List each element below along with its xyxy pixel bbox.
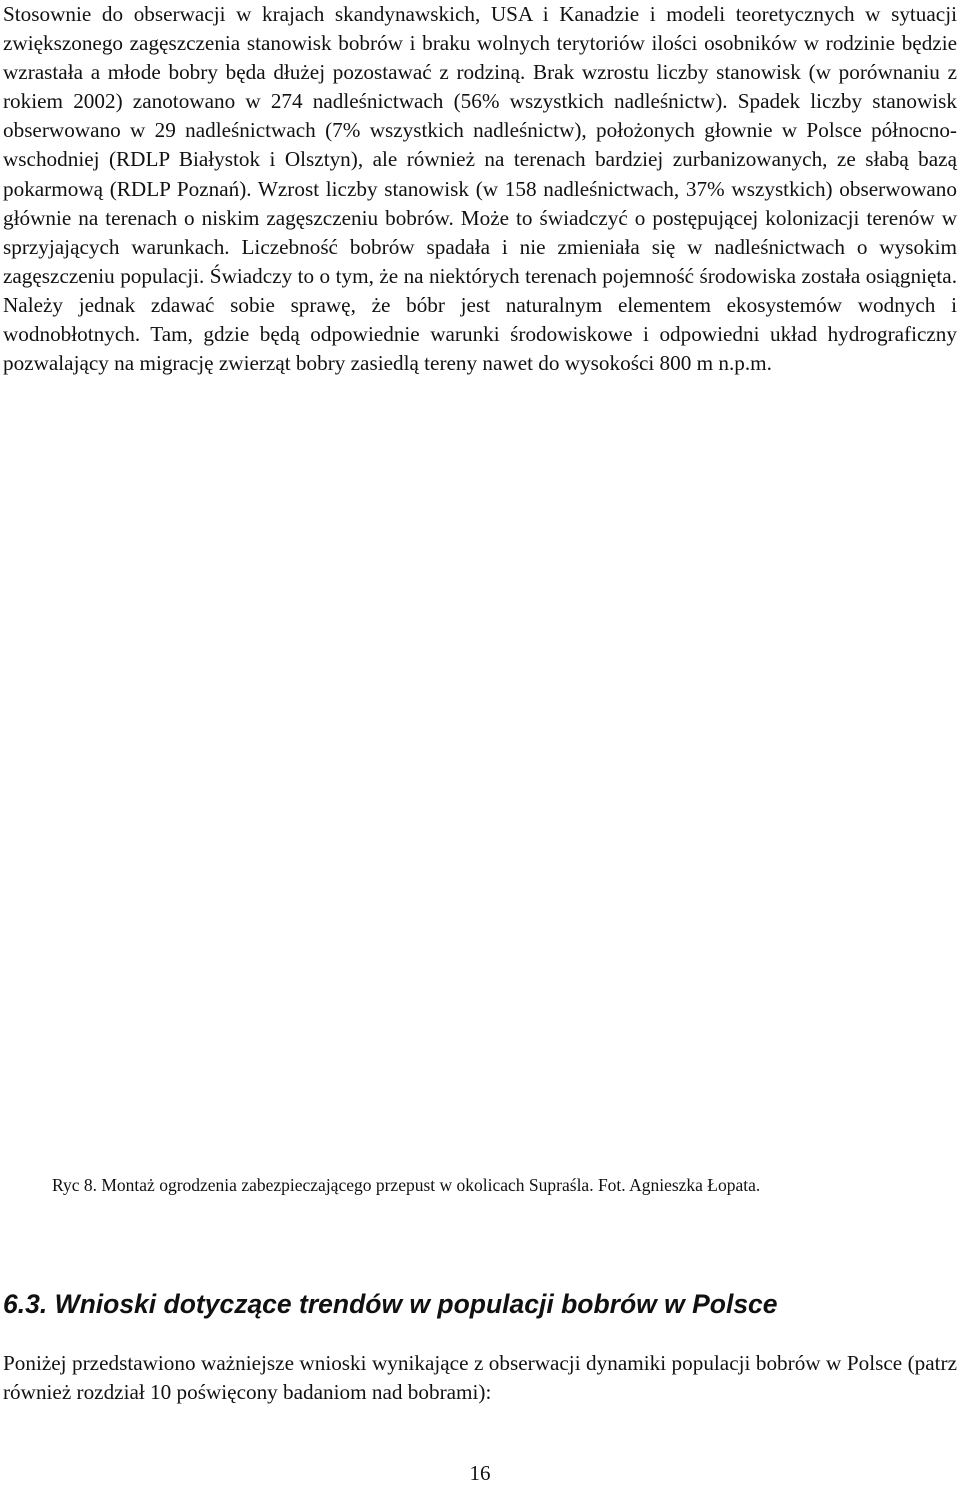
page-number: 16	[469, 1461, 491, 1485]
section-heading: 6.3. Wnioski dotyczące trendów w populacji bobrów w Polsce	[3, 1289, 778, 1319]
body-paragraph-bottom: Poniżej przedstawiono ważniejsze wnioski wynikające z obserwacji dynamiki populacji bobrów w Polsce (patrz również rozdział 10 poświęcony badaniom nad bobrami):	[3, 1351, 957, 1405]
body-paragraph-top: Stosownie do obserwacji w krajach skandynawskich, USA i Kanadzie i modeli teoretycznych w sytuacji zwiększonego zagęszczenia stanowisk bobrów i braku wolnych terytoriów ilości osobników w rodzinie będzie wzrastała a młode bobry będa dłużej pozostawać z rodziną. Brak wzrostu liczby stanowisk (w porównaniu z rokiem 2002) zanotowano w 274 nadleśnictwach (56% wszystkich nadleśnictw). Spadek liczby stanowisk obserwowano w 29 nadleśnictwach (7% wszystkich nadleśnictw), położonych głownie w Polsce północno-wschodniej (RDLP Białystok i Olsztyn), ale również na terenach bardziej zurbanizowanych, ze słabą bazą pokarmową (RDLP Poznań). Wzrost liczby stanowisk (w 158 nadleśnictwach, 37% wszystkich) obserwowano głównie na terenach o niskim zagęszczeniu bobrów. Może to świadczyć o postępującej kolonizacji terenów w sprzyjających warunkach. Liczebność bobrów spadała i nie zmieniała się w nadleśnictwach o wysokim zagęszczeniu populacji. Świadczy to o tym, że na niektórych terenach pojemność środowiska została osiągnięta. Należy jednak zdawać sobie sprawę, że bóbr jest naturalnym elementem ekosystemów wodnych i wodnobłotnych. Tam, gdzie będą odpowiednie warunki środowiskowe i odpowiedni układ hydrograficzny pozwalający na migrację zwierząt bobry zasiedlą tereny nawet do wysokości 800 m n.p.m.	[3, 2, 957, 376]
figure-placeholder	[0, 470, 960, 1160]
figure-caption: Ryc 8. Montaż ogrodzenia zabezpieczającego przepust w okolicach Supraśla. Fot. Agnieszka Łopata.	[52, 1175, 761, 1195]
